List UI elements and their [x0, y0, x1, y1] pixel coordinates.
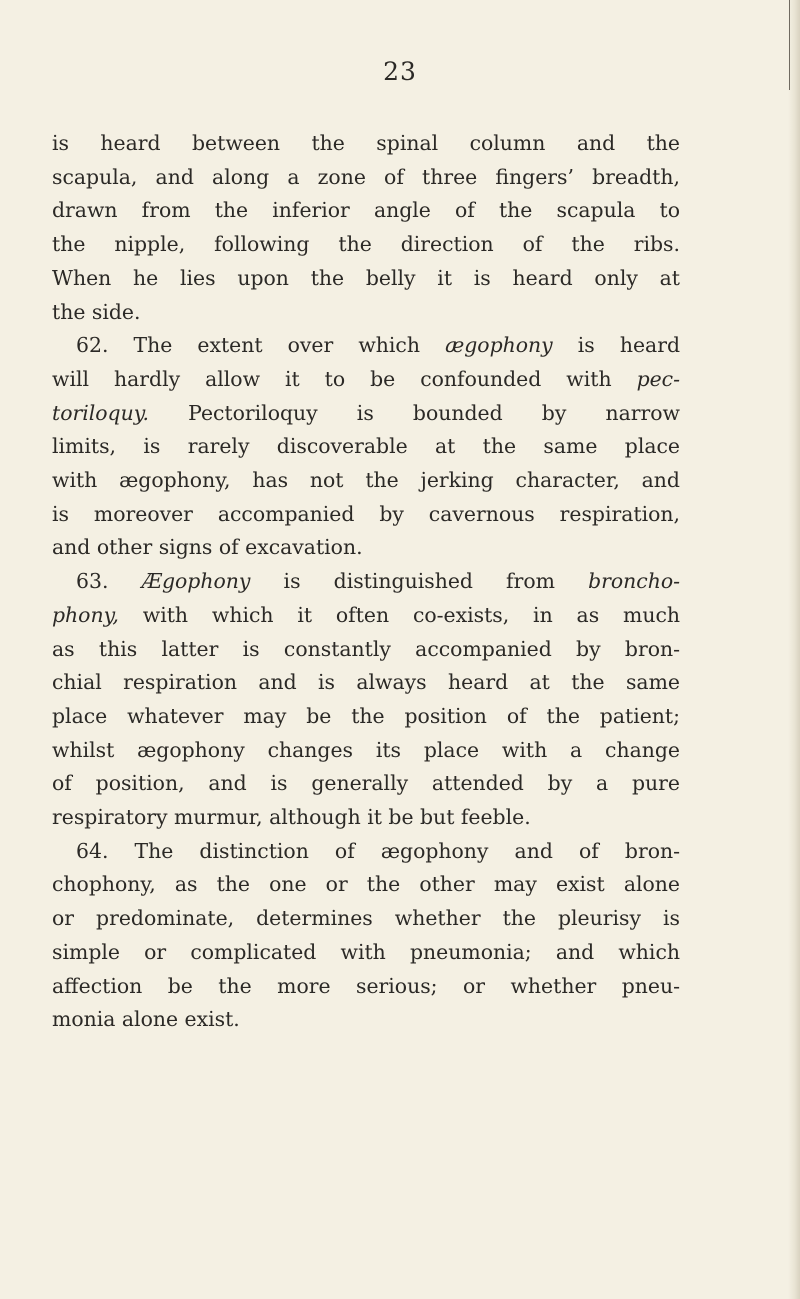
text-run: 63. — [76, 569, 109, 594]
text-run: is distinguished from — [283, 569, 555, 594]
text-line: scapula, and along a zone of three fingers’ breadth, — [52, 164, 680, 189]
text-run: will hardly allow it to be confounded with — [52, 366, 612, 391]
paragraph-62-first-line — [52, 329, 680, 363]
body-text — [52, 127, 680, 1037]
text-line: simple or complicated with pneumonia; and which — [52, 939, 680, 964]
text-line: affection be the more serious; or whether pneu- — [52, 973, 680, 998]
text-line: with ægophony, has not the jerking character, and — [52, 468, 680, 493]
paragraph-63-first-line — [52, 565, 680, 599]
term-aegophony: Ægophony — [141, 569, 251, 594]
text-line: the nipple, following the direction of the ribs. — [52, 232, 680, 257]
text-line — [52, 599, 680, 633]
text-run: is heard — [577, 333, 681, 358]
text-line: the side. — [52, 299, 141, 324]
text-run: Pectoriloquy is bounded by narrow — [188, 400, 680, 425]
text-line: respiratory murmur, although it be but feeble. — [52, 805, 531, 830]
paragraph-64-first-line: 64. The distinction of ægophony and of bron- — [76, 838, 680, 863]
text-line: or predominate, determines whether the pleurisy is — [52, 906, 680, 931]
text-run: with which it often co-exists, in as much — [142, 602, 681, 627]
text-line: limits, is rarely discoverable at the same place — [52, 434, 680, 459]
term-bronchophony-start: broncho- — [588, 569, 681, 594]
text-line — [52, 397, 680, 431]
text-line: place whatever may be the position of the patient; — [52, 703, 680, 728]
term-pectoriloquy-start: pec- — [636, 366, 680, 391]
text-line: is heard between the spinal column and the — [52, 131, 680, 155]
text-line: is moreover accompanied by cavernous respiration, — [52, 501, 680, 526]
text-line: and other signs of excavation. — [52, 535, 363, 560]
text-line: whilst ægophony changes its place with a change — [52, 737, 680, 762]
term-bronchophony-end: phony, — [52, 602, 119, 627]
term-aegophony: ægophony — [445, 333, 553, 358]
text-line: chial respiration and is always heard at the same — [52, 670, 680, 695]
text-line: When he lies upon the belly it is heard only at — [52, 265, 680, 290]
text-line: as this latter is constantly accompanied by bron- — [52, 636, 680, 661]
page-number: 23 — [383, 57, 417, 86]
text-line: drawn from the inferior angle of the scapula to — [52, 198, 680, 223]
term-pectoriloquy-end: toriloquy. — [52, 400, 150, 425]
text-run: 62. The extent over which — [76, 333, 420, 358]
text-line: chophony, as the one or the other may exist alone — [52, 872, 680, 897]
text-line: of position, and is generally attended by a pure — [52, 771, 680, 796]
text-line: monia alone exist. — [52, 1007, 240, 1032]
page-edge — [788, 0, 800, 1299]
text-line — [52, 363, 680, 397]
